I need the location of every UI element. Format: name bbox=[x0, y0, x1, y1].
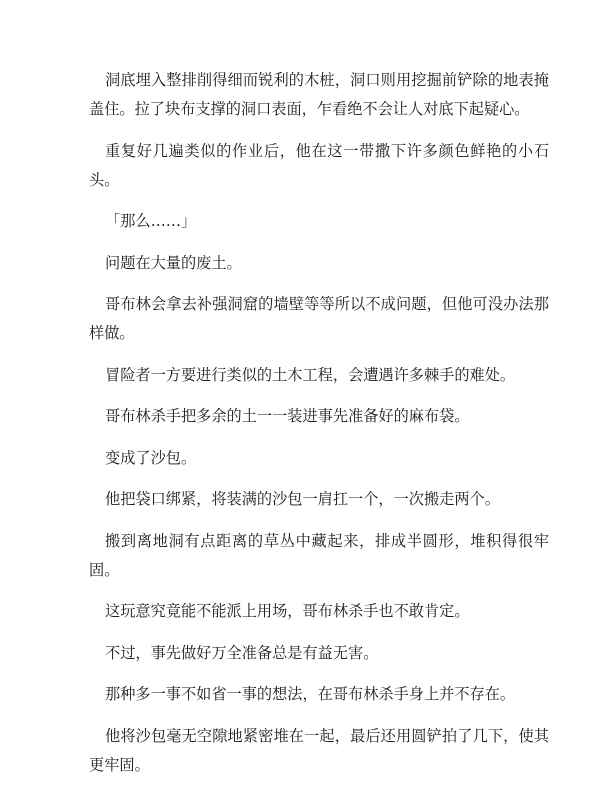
body-text bbox=[89, 66, 549, 792]
paragraph-6: 冒险者一方要进行类似的土木工程，会遭遇许多棘手的难处。 bbox=[105, 365, 516, 384]
paragraph-14: 他将沙包毫无空隙地紧密堆在一起，最后还用圆铲拍了几下，使其更牢固。 bbox=[89, 726, 549, 774]
paragraph-1: 洞底埋入整排削得细而锐利的木桩，洞口则用挖掘前铲除的地表掩盖住。拉了块布支撑的洞口表面，乍看绝不会让人对底下起疑心。 bbox=[89, 71, 549, 118]
paragraph-2: 重复好几遍类似的作业后，他在这一带撒下许多颜色鲜艳的小石头。 bbox=[89, 141, 549, 189]
paragraph-3: 「那么……」 bbox=[105, 212, 197, 230]
paragraph-4: 问题在大量的废土。 bbox=[105, 253, 242, 272]
paragraph-9: 他把袋口绑紧，将装满的沙包一肩扛一个，一次搬走两个。 bbox=[105, 490, 500, 508]
paragraph-12: 不过，事先做好万全准备总是有益无害。 bbox=[105, 643, 379, 662]
paragraph-13: 那种多一事不如省一事的想法，在哥布林杀手身上并不存在。 bbox=[105, 685, 516, 703]
paragraph-8: 变成了沙包。 bbox=[105, 448, 197, 467]
paragraph-11: 这玩意究竟能不能派上用场，哥布林杀手也不敢肯定。 bbox=[105, 602, 470, 620]
paragraph-7: 哥布林杀手把多余的土一一装进事先准备好的麻布袋。 bbox=[105, 407, 470, 425]
paragraph-10: 搬到离地洞有点距离的草丛中藏起来，排成半圆形，堆积得很牢固。 bbox=[89, 531, 549, 579]
paragraph-5: 哥布林会拿去补强洞窟的墙壁等等所以不成问题，但他可没办法那样做。 bbox=[89, 295, 549, 342]
